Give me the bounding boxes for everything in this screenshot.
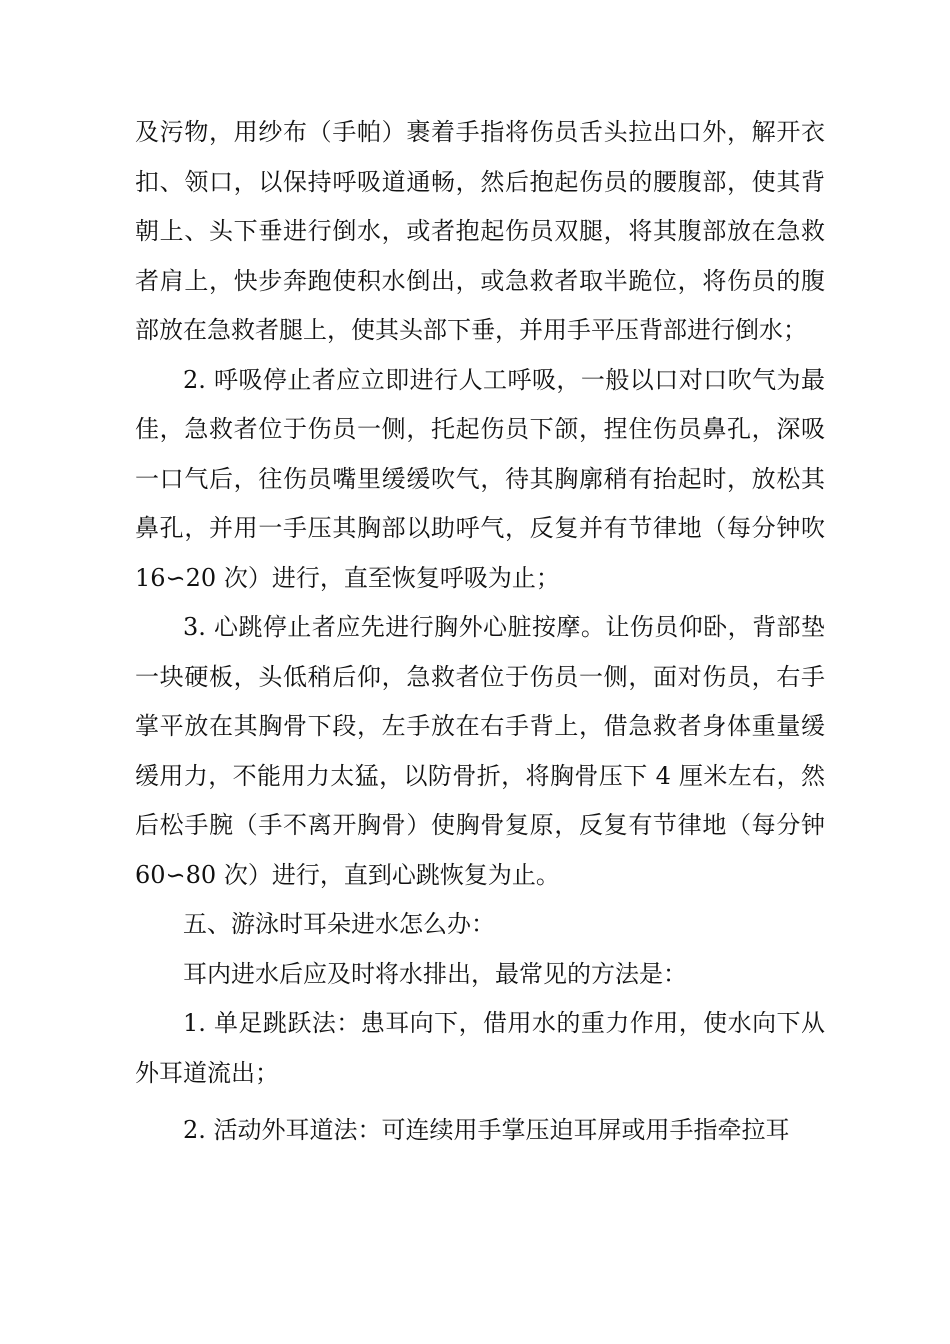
document-body — [135, 108, 825, 1156]
section-heading-ear-water: 五、游泳时耳朵进水怎么办： — [183, 910, 495, 938]
paragraph-ear-canal-method: 2. 活动外耳道法：可连续用手掌压迫耳屏或用手指牵拉耳 — [183, 1116, 790, 1144]
paragraph-drainage: 及污物，用纱布（手帕）裹着手指将伤员舌头拉出口外，解开衣扣、领口，以保持呼吸道通畅，然后抱起伤员的腰腹部，使其背朝上、头下垂进行倒水，或者抱起伤员双腿，将其腹部放在急救者肩上，快步奔跑使积水倒出，或急救者取半跪位，将伤员的腹部放在急救者腿上，使其头部下垂，并用手平压背部进行倒水； — [135, 118, 825, 344]
paragraph-ear-water-intro: 耳内进水后应及时将水排出，最常见的方法是： — [183, 959, 687, 988]
paragraph-artificial-respiration: 2. 呼吸停止者应立即进行人工呼吸，一般以口对口吹气为最佳，急救者位于伤员一侧，托起伤员下颌，捏住伤员鼻孔，深吸一口气后，往伤员嘴里缓缓吹气，待其胸廓稍有抬起时，放松其鼻孔，并用一手压其胸部以助呼气，反复并有节律地（每分钟吹 16∽20 次）进行，直至恢复呼吸为止； — [135, 365, 825, 592]
paragraph-single-foot-jump: 1. 单足跳跃法：患耳向下，借用水的重力作用，使水向下从外耳道流出； — [135, 1009, 825, 1087]
paragraph-chest-compression: 3. 心跳停止者应先进行胸外心脏按摩。让伤员仰卧，背部垫一块硬板，头低稍后仰，急救者位于伤员一侧，面对伤员，右手掌平放在其胸骨下段，左手放在右手背上，借急救者身体重量缓缓用力，不能用力太猛，以防骨折，将胸骨压下 4 厘米左右，然后松手腕（手不离开胸骨）使胸骨复原，反复有节律地（每分钟 60∽80 次）进行，直到心跳恢复为止。 — [135, 613, 825, 889]
